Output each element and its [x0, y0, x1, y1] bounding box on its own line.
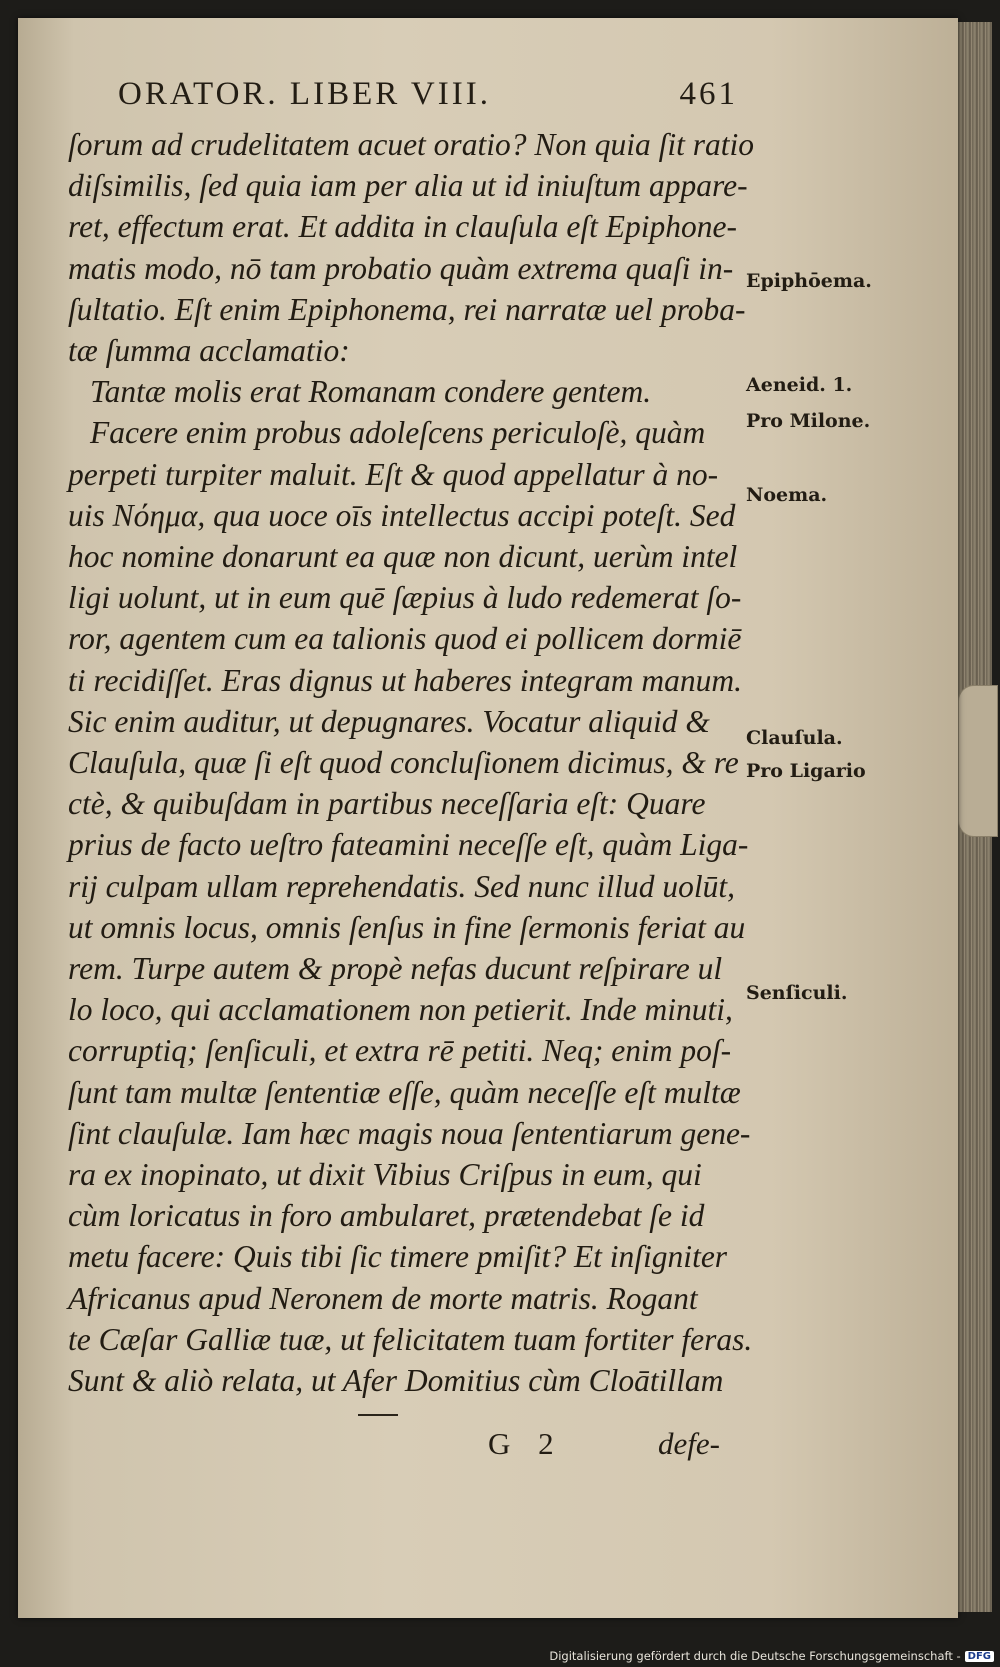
text-line: ſunt tam multæ ſententiæ eſſe, quàm neceſſe eſt multæ: [68, 1074, 741, 1110]
running-head-title: ORATOR. LIBER VIII.: [118, 76, 491, 112]
text-line: diſsimilis, ſed quia iam per alia ut id iniuſtum appare-: [68, 168, 748, 204]
text-line: tæ ſumma acclamatio:: [68, 333, 350, 369]
text-line: Clauſula, quæ ſi eſt quod concluſionem dicimus, & re: [68, 745, 739, 781]
text-line: prius de facto ueſtro fateamini neceſſe eſt, quàm Liga-: [68, 827, 749, 863]
text-line: ſultatio. Eſt enim Epiphonema, rei narratæ uel proba-: [68, 291, 746, 327]
text-line: ſint clauſulæ. Iam hæc magis noua ſententiarum gene-: [68, 1115, 751, 1151]
text-line: ſorum ad crudelitatem acuet oratio? Non quia ſit ratio: [68, 127, 754, 162]
text-line: ti recidiſſet. Eras dignus ut haberes integram manum.: [68, 662, 742, 698]
margin-note-epiphonema: Epiphōema.: [746, 270, 872, 292]
margin-note-clausula: Clauſula.: [746, 727, 843, 749]
catchword: defe-: [658, 1426, 720, 1461]
text-line: ror, agentem cum ea talionis quod ei pollicem dormiē: [68, 621, 742, 657]
text-line: lo loco, qui acclamationem non petierit. Inde minuti,: [68, 992, 733, 1028]
text-line: Facere enim probus adoleſcens periculoſè, quàm: [90, 415, 706, 451]
text-line: hoc nomine donarunt ea quæ non dicunt, uerùm intel: [68, 539, 738, 575]
page-clip: [958, 685, 998, 837]
running-head: [118, 76, 738, 113]
margin-note-aeneid: Aeneid. 1.: [746, 374, 853, 396]
margin-note-sensiculi: Senſiculi.: [746, 982, 848, 1004]
credit-text: Digitalisierung gefördert durch die Deutsche Forschungsgemeinschaft -: [549, 1649, 961, 1663]
text-line: ra ex inopinato, ut dixit Vibius Criſpus in eum, qui: [68, 1157, 702, 1193]
footer-rule: [358, 1414, 398, 1416]
margin-note-pro-milone: Pro Milone.: [746, 410, 871, 432]
dfg-logo: DFG: [965, 1651, 994, 1662]
book-page: [18, 18, 958, 1618]
text-line: ligi uolunt, ut in eum quē ſæpius à ludo redemerat ſo-: [68, 580, 742, 616]
text-line: rem. Turpe autem & propè nefas ducunt reſpirare ul: [68, 951, 723, 987]
signature-mark: G 2: [488, 1426, 564, 1461]
text-line: metu facere: Quis tibi ſic timere pmiſit? Et inſigniter: [68, 1239, 728, 1275]
text-line: corruptiq; ſenſiculi, et extra rē petiti. Neq; enim poſ-: [68, 1033, 732, 1069]
text-line: ret, effectum erat. Et addita in clauſula eſt Epiphone-: [68, 209, 737, 245]
text-line: Africanus apud Neronem de morte matris. Rogant: [68, 1280, 698, 1316]
text-line: rij culpam ullam reprehendatis. Sed nunc illud uolūt,: [68, 868, 735, 904]
verse-quotation: Tantæ molis erat Romanam condere gentem.: [90, 374, 652, 410]
text-line: cùm loricatus in foro ambularet, prætendebat ſe id: [68, 1198, 705, 1234]
text-line: ctè, & quibuſdam in partibus neceſſaria eſt: Quare: [68, 786, 706, 822]
text-line: Sic enim auditur, ut depugnares. Vocatur aliquid &: [68, 703, 710, 739]
text-line: matis modo, nō tam probatio quàm extrema quaſi in-: [68, 250, 734, 286]
text-line: te Cæſar Galliæ tuæ, ut felicitatem tuam fortiter feras.: [68, 1321, 753, 1357]
body-text: [68, 124, 754, 1401]
margin-note-pro-ligario: Pro Ligario: [746, 760, 866, 782]
text-line: uis Νόημα, qua uoce oīs intellectus accipi poteſt. Sed: [68, 497, 736, 533]
text-line: perpeti turpiter maluit. Eſt & quod appellatur à no-: [68, 456, 719, 492]
text-line: ut omnis locus, omnis ſenſus in fine ſermonis feriat au: [68, 909, 746, 945]
digitization-credit: [549, 1649, 994, 1663]
text-line: Sunt & aliò relata, ut Afer Domitius cùm Cloātillam: [68, 1363, 724, 1399]
margin-note-noema: Noema.: [746, 484, 828, 506]
page-number: 461: [679, 76, 738, 112]
